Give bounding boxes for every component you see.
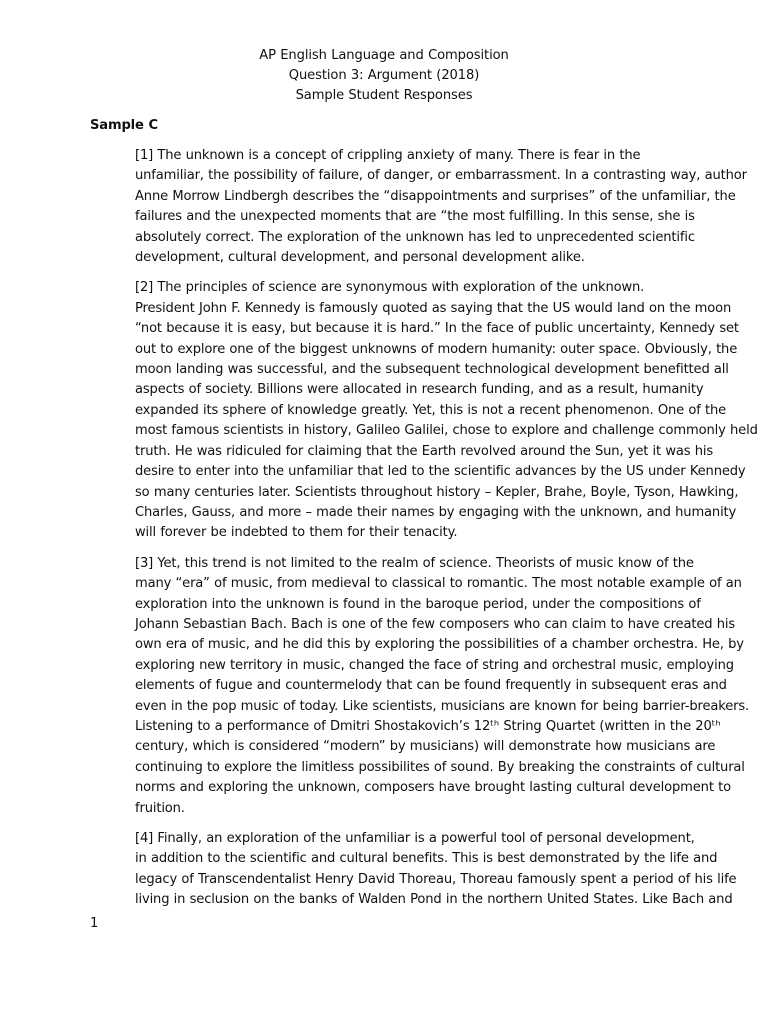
text-line: continuing to explore the limitless possibilites of sound. By breaking the constraints of cultural [135,759,745,775]
paragraph-3 [90,554,750,819]
text-line: desire to enter into the unfamiliar that led to the scientific advances by the US under Kennedy [135,464,746,480]
text-line: Johann Sebastian Bach. Bach is one of the few composers who can claim to have created his [135,616,736,632]
text-line: unfamiliar, the possibility of failure, of danger, or embarrassment. In a contrasting way, author [135,168,747,184]
text-line: living in seclusion on the banks of Walden Pond in the northern United States. Like Bach and [135,892,733,908]
sample-title: Sample C [90,118,158,133]
text-line: moon landing was successful, and the subsequent technological development benefitted all [135,362,729,378]
text-line: [3] Yet, this trend is not limited to the realm of science. Theorists of music know of the [135,555,694,571]
text-line: truth. He was ridiculed for claiming that the Earth revolved around the Sun, yet it was his [135,443,714,459]
text-line: most famous scientists in history, Galileo Galilei, chose to explore and challenge commonly held [135,423,758,439]
text-line: own era of music, and he did this by exploring the possibilities of a chamber orchestra. He, by [135,637,744,653]
text-line: failures and the unexpected moments that are “the most fulfilling. In this sense, she is [135,209,695,225]
header-course-title: AP English Language and Composition [259,48,509,63]
text-line: will forever be indebted to them for their tenacity. [135,525,458,541]
text-line: “not because it is easy, but because it is hard.” In the face of public uncertainty, Kennedy set [135,321,739,337]
text-line: Anne Morrow Lindbergh describes the “disappointments and surprises” of the unfamiliar, the [135,188,736,204]
text-line: elements of fugue and countermelody that can be found frequently in subsequent eras and [135,678,727,694]
text-line: aspects of society. Billions were allocated in research funding, and as a result, humanity [135,382,704,398]
text-line: even in the pop music of today. Like scientists, musicians are known for being barrier-breakers. [135,698,750,714]
text-line: Charles, Gauss, and more – made their names by engaging with the unknown, and humanity [135,504,737,520]
text-line: development, cultural development, and personal development alike. [135,250,585,266]
paragraph-4 [90,829,737,911]
paragraph-2 [90,278,758,543]
text-line: exploring new territory in music, changed the face of string and orchestral music, employing [135,657,734,673]
text-line: [4] Finally, an exploration of the unfamiliar is a powerful tool of personal development, [135,831,695,846]
text-line: norms and exploring the unknown, composers have brought lasting cultural development to [135,780,731,796]
text-line: exploration into the unknown is found in the baroque period, under the compositions of [135,596,701,612]
text-line: [2] The principles of science are synonymous with exploration of the unknown. [135,280,645,296]
text-line: many “era” of music, from medieval to classical to romantic. The most notable example of an [135,576,742,592]
essay-body [90,146,758,921]
text-line: absolutely correct. The exploration of the unknown has led to unprecedented scientific [135,229,695,245]
text-line: Listening to a performance of Dmitri Shostakovich’s 12ᵗʰ String Quartet (written in the 20ᵗʰ [135,718,721,734]
text-line: in addition to the scientific and cultural benefits. This is best demonstrated by the life and [135,851,718,867]
text-line: so many centuries later. Scientists throughout history – Kepler, Brahe, Boyle, Tyson, Hawking, [135,484,739,500]
paragraph-1 [90,146,747,268]
text-line: President John F. Kennedy is famously quoted as saying that the US would land on the moon [135,300,732,316]
header-responses-title: Sample Student Responses [295,88,473,103]
text-line: expanded its sphere of knowledge greatly. Yet, this is not a recent phenomenon. One of the [135,402,727,418]
text-line: century, which is considered “modern” by musicians) will demonstrate how musicians are [135,739,716,755]
text-line: fruition. [135,800,185,816]
text-line: [1] The unknown is a concept of crippling anxiety of many. There is fear in the [135,148,641,163]
text-line: out to explore one of the biggest unknowns of modern humanity: outer space. Obviously, the [135,341,738,357]
document-header [0,46,768,106]
text-line: legacy of Transcendentalist Henry David Thoreau, Thoreau famously spent a period of his life [135,871,737,887]
header-question-title: Question 3: Argument (2018) [288,68,480,83]
page-number: 1 [90,916,99,931]
